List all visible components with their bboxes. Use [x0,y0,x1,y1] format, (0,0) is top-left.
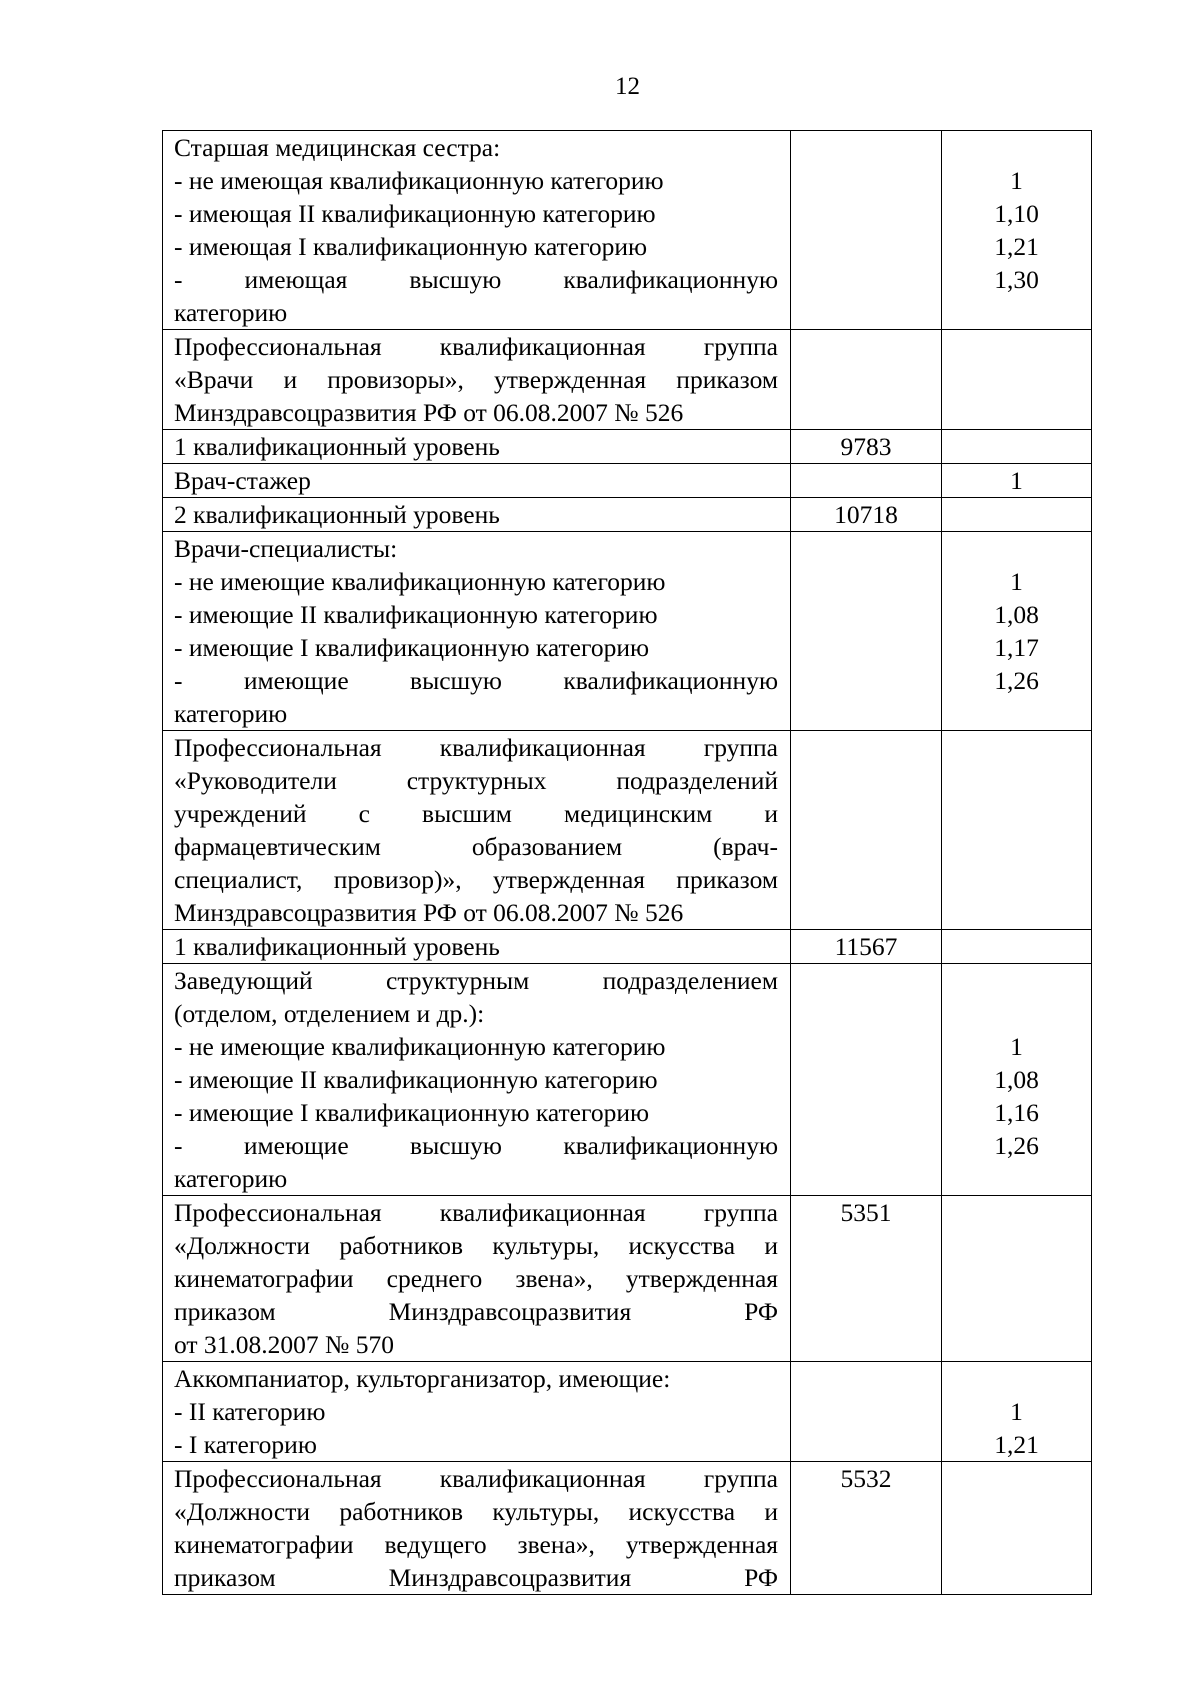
position-cell [163,498,791,532]
coefficient-value: 1,16 [994,1098,1039,1127]
salary-cell [791,964,942,1196]
position-line: - имеющая I квалификационную категорию [174,232,648,261]
position-text [163,1362,790,1461]
position-text [163,964,790,1195]
coefficient-value: 1,10 [994,199,1039,228]
coefficient-value: 1 [1010,567,1023,596]
salary-value: 11567 [834,932,898,961]
coefficient-cell [942,464,1092,498]
salary-cell [791,430,942,464]
table-row [163,964,1092,1196]
salary-cell [791,1362,942,1462]
position-line: «Должности работников культуры, искусства и [174,1231,778,1260]
position-line: Старшая медицинская сестра: [174,133,501,162]
salary-cell [791,731,942,930]
coefficient-cell [942,330,1092,430]
salary-cell [791,1196,942,1362]
position-text [163,930,790,963]
position-line: Профессиональная квалификационная группа [174,1464,778,1493]
position-line: - I категорию [174,1430,317,1459]
salary-cell [791,131,942,330]
table-row [163,1196,1092,1362]
salary-value: 9783 [840,432,892,461]
coefficient-value [942,964,1091,997]
position-line: Заведующий структурным подразделением [174,966,778,995]
position-line: - не имеющие квалификационную категорию [174,567,666,596]
coefficient-value [942,697,1091,730]
position-text [163,498,790,531]
coefficient-value [942,131,1091,164]
position-line: фармацевтическим образованием (врач- [174,832,778,861]
coefficient-value: 1 [1010,1032,1023,1061]
position-line: от 31.08.2007 № 570 [174,1330,395,1359]
coefficient-value [942,997,1091,1030]
table-row [163,1362,1092,1462]
position-line: 1 квалификационный уровень [174,432,500,461]
position-cell [163,1462,791,1595]
position-line: - II категорию [174,1397,326,1426]
table-row [163,930,1092,964]
position-line: «Должности работников культуры, искусства и [174,1497,778,1526]
position-line: категорию [174,699,288,728]
position-line: кинематографии среднего звена», утвержденная [174,1264,778,1293]
coefficient-cell [942,1362,1092,1462]
table-row [163,731,1092,930]
table-row [163,1462,1092,1595]
position-line: - имеющая II квалификационную категорию [174,199,656,228]
coefficient-value: 1 [1010,466,1023,495]
position-text [163,330,790,429]
position-line: - имеющие высшую квалификационную [174,1131,778,1160]
position-line: 1 квалификационный уровень [174,932,500,961]
table-row [163,464,1092,498]
position-line: приказом Минздравсоцразвития РФ [174,1563,778,1592]
coefficient-cell [942,731,1092,930]
position-line: Профессиональная квалификационная группа [174,1198,778,1227]
position-line: приказом Минздравсоцразвития РФ [174,1297,778,1326]
position-line: Минздравсоцразвития РФ от 06.08.2007 № 526 [174,398,684,427]
coefficient-value [942,1362,1091,1395]
table-row [163,430,1092,464]
coefficient-value [942,532,1091,565]
salary-cell [791,464,942,498]
table-row [163,131,1092,330]
coefficient-cell [942,964,1092,1196]
salary-table [162,130,1092,1595]
coefficient-value: 1,21 [994,232,1039,261]
salary-value: 5351 [840,1198,892,1227]
table-row [163,498,1092,532]
position-cell [163,930,791,964]
position-line: «Врачи и провизоры», утвержденная приказом [174,365,778,394]
coefficient-value: 1,17 [994,633,1039,662]
position-line: категорию [174,1164,288,1193]
position-cell [163,532,791,731]
position-line: - имеющие высшую квалификационную [174,666,778,695]
position-cell [163,1196,791,1362]
salary-cell [791,930,942,964]
salary-cell [791,498,942,532]
position-line: 2 квалификационный уровень [174,500,500,529]
position-line: учреждений с высшим медицинским и [174,799,778,828]
table-row [163,330,1092,430]
position-cell [163,731,791,930]
salary-value: 5532 [840,1464,892,1493]
coefficient-value: 1 [1010,166,1023,195]
coefficient-value: 1,21 [994,1430,1039,1459]
position-line: специалист, провизор)», утвержденная приказом [174,865,778,894]
position-line: - не имеющая квалификационную категорию [174,166,664,195]
salary-table-body [163,131,1092,1595]
position-line: Профессиональная квалификационная группа [174,332,778,361]
coefficient-cell [942,1462,1092,1595]
salary-value: 10718 [834,500,898,529]
page-number: 12 [615,73,640,100]
position-line: кинематографии ведущего звена», утвержденная [174,1530,778,1559]
position-cell [163,330,791,430]
position-line: - имеющие I квалификационную категорию [174,1098,650,1127]
position-cell [163,964,791,1196]
position-line: Аккомпаниатор, культорганизатор, имеющие: [174,1364,671,1393]
position-text [163,464,790,497]
position-text [163,131,790,329]
position-line: (отделом, отделением и др.): [174,999,485,1028]
coefficient-value: 1,08 [994,1065,1039,1094]
coefficient-cell [942,131,1092,330]
coefficient-value: 1,26 [994,666,1039,695]
position-line: Врачи-специалисты: [174,534,398,563]
position-line: Профессиональная квалификационная группа [174,733,778,762]
position-cell [163,131,791,330]
salary-cell [791,330,942,430]
coefficient-cell [942,532,1092,731]
salary-cell [791,1462,942,1595]
coefficient-value: 1 [1010,1397,1023,1426]
table-row [163,532,1092,731]
coefficient-cell [942,1196,1092,1362]
position-text [163,532,790,730]
position-text [163,1196,790,1361]
salary-cell [791,532,942,731]
position-text [163,430,790,463]
position-line: Врач-стажер [174,466,311,495]
coefficient-value: 1,30 [994,265,1039,294]
position-line: «Руководители структурных подразделений [174,766,778,795]
coefficient-cell [942,430,1092,464]
position-line: Минздравсоцразвития РФ от 06.08.2007 № 526 [174,898,684,927]
position-text [163,1462,790,1594]
position-line: категорию [174,298,288,327]
position-cell [163,430,791,464]
coefficient-value: 1,08 [994,600,1039,629]
position-line: - имеющие II квалификационную категорию [174,1065,658,1094]
coefficient-cell [942,498,1092,532]
coefficient-value [942,296,1091,329]
coefficient-value [942,1162,1091,1195]
position-text [163,731,790,929]
coefficient-cell [942,930,1092,964]
position-cell [163,464,791,498]
position-line: - не имеющие квалификационную категорию [174,1032,666,1061]
coefficient-value: 1,26 [994,1131,1039,1160]
position-line: - имеющие II квалификационную категорию [174,600,658,629]
position-cell [163,1362,791,1462]
position-line: - имеющие I квалификационную категорию [174,633,650,662]
position-line: - имеющая высшую квалификационную [174,265,778,294]
